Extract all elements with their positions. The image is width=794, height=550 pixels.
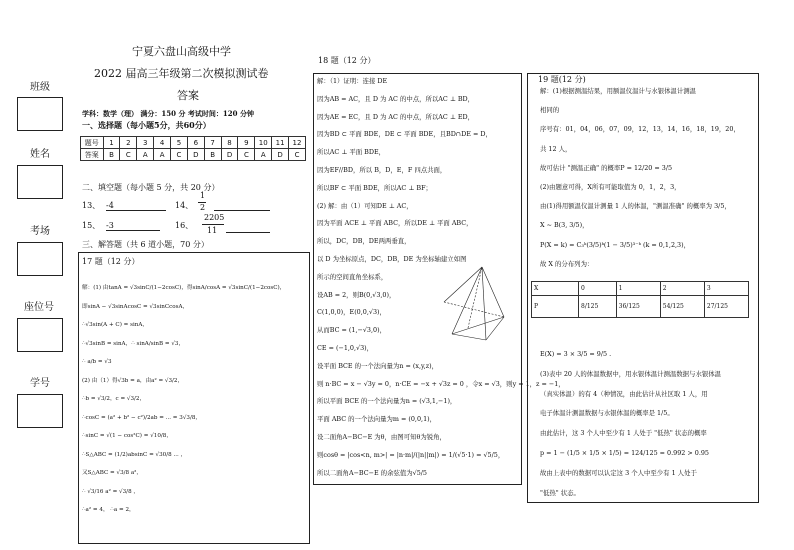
solution-line: ∴ √3/16 a² = √3/8 ， — [82, 488, 140, 495]
solution-line: 以 D 为坐标原点，DC，DB，DE 为坐标轴建立如图 — [317, 255, 467, 263]
solution-line: 因为EF//BD，所以 B，D，E，F 四点共面， — [317, 166, 447, 174]
answer-cell: A — [154, 149, 171, 161]
answer-cell: D — [221, 149, 238, 161]
room-box[interactable] — [17, 242, 63, 276]
solution-line: 又S△ABC = √3/8 a²， — [82, 470, 143, 476]
solution-line: (2) 由（1）得√3b = a，由a² = √3/2， — [82, 377, 184, 384]
answer-cell: D — [272, 149, 289, 161]
answer-cell: D — [187, 149, 204, 161]
part1-title: 一、选择题（每小题5分，共60分） — [82, 120, 211, 130]
solution-line: E(X) = 3 × 3/5 = 9/5 . — [540, 350, 612, 358]
solution-line: 解：(1)根据测温结果，用额温仪温计与水银体温计测温 — [540, 87, 697, 95]
solution-line: 相同的 — [540, 106, 560, 115]
answer-table-number-row — [81, 137, 306, 149]
solution-line: 解：(1) 由tanA = √3sinC/(1−2cosC)，得sinA/cosA = √3sinC/(1−2cosC)， — [82, 285, 286, 291]
solution-line: 所以AC ⊥ 平面 BDE， — [317, 148, 386, 157]
school-name: 宁夏六盘山高级中学 — [132, 45, 231, 58]
dist-prob-cell: 54/125 — [660, 296, 704, 318]
sidebar-label-class: 班级 — [30, 82, 50, 93]
answer-cell: C — [171, 149, 188, 161]
figure-edge — [452, 267, 482, 334]
solution-line: 所以平面 BCE 的一个法向量为n = (√3,1,−1)， — [317, 397, 457, 406]
answer-cell: C — [120, 149, 137, 161]
question-number: 6 — [187, 137, 204, 149]
part2-title: 二、填空题（每小题 5 分，共 20 分） — [82, 183, 220, 192]
question-number: 2 — [120, 137, 137, 149]
seat-box[interactable] — [17, 318, 63, 352]
name-box[interactable] — [17, 165, 63, 199]
solution-line: (3)表中 20 人的体温数据中，用水银体温计测温数据与水银体温 — [540, 369, 722, 378]
sidebar-label-room: 考场 — [30, 226, 50, 237]
q17-title: 17 题（12 分） — [82, 257, 140, 266]
exam-meta: 学科：数学（理） 满分：150 分 考试时间：120 分钟 — [82, 109, 254, 118]
figure-edge — [486, 317, 504, 340]
question-number: 8 — [221, 137, 238, 149]
figure-edge — [482, 267, 486, 340]
q13-label: 13、 — [82, 201, 101, 210]
question-number: 12 — [289, 137, 306, 149]
solution-line: （真实体温）的有 4（种情况，由此估计从社区取 1 人，用 — [540, 389, 708, 398]
dist-prob-cell: 8/125 — [579, 296, 617, 318]
solution-line: p = 1 − (1/5 × 1/5 × 1/5) = 124/125 = 0.992 > 0.95 — [540, 449, 709, 457]
answer-cell: A — [137, 149, 154, 161]
solution-line: ∴S△ABC = (1/2)absinC = √30/8 ... ， — [82, 451, 187, 458]
solution-line: P(X = k) = C₃ᵏ(3/5)ᵏ(1 − 3/5)³⁻ᵏ (k = 0,1,2,3)， — [540, 240, 691, 249]
q13-answer: -4 — [106, 202, 166, 211]
answer-cell: B — [204, 149, 221, 161]
answer-cell: A — [255, 149, 272, 161]
q16-denominator: 11 — [207, 226, 218, 235]
solution-line: 则cosθ = |cos<n, m>| = |n·m|/(|n||m|) = 1/(√5·1) = √5/5， — [317, 450, 505, 459]
solution-line: 由(1)得用额温仪温计测量 1 人的体温，"测温准确" 的概率为 3/5， — [540, 202, 731, 211]
solution-line: ∴√3sin(A + C) = sinA， — [82, 322, 149, 328]
solution-line: 故 X 的分布列为： — [540, 259, 594, 268]
solution-line: 设平面 BCE 的一个法向量为n = (x,y,z)， — [317, 361, 439, 370]
answer-header: 答案 — [81, 149, 104, 161]
sidebar-label-name: 姓名 — [30, 149, 50, 160]
solution-line: 所示的空间直角坐标系， — [317, 272, 388, 281]
distribution-header-row — [532, 282, 749, 296]
question-number: 5 — [171, 137, 188, 149]
q15-answer: -3 — [106, 222, 160, 231]
solution-line: 所以，DC，DB，DE两两垂直， — [317, 237, 411, 246]
solution-line: 故可估计 "测温正确" 的概率P = 12/20 = 3/5 — [540, 163, 673, 172]
sidebar-label-student-id: 学号 — [30, 378, 50, 389]
solution-line: (2)由题意可得，X所有可能取值为 0，1，2，3， — [540, 183, 681, 191]
question-number: 7 — [204, 137, 221, 149]
answer-title: 答案 — [177, 89, 199, 102]
solution-line: 设二面角A−BC−E 为θ，由图可知θ为锐角， — [317, 433, 446, 441]
answer-cell: B — [103, 149, 120, 161]
answer-cell: C — [238, 149, 255, 161]
solution-line: 因为BD ⊂ 平面 BDE，DE ⊂ 平面 BDE，且BD∩DE = D， — [317, 130, 492, 139]
dist-header-cell: 3 — [704, 282, 748, 296]
dist-header-cell: 0 — [579, 282, 617, 296]
question-number: 4 — [154, 137, 171, 149]
solution-line: (2) 解：由（1）可知DE ⊥ AC， — [317, 201, 413, 210]
solution-line: "低热" 状态。 — [540, 488, 580, 497]
solution-line: 共 12 人， — [540, 144, 572, 153]
distribution-table — [531, 281, 749, 318]
student-id-box[interactable] — [17, 394, 63, 428]
figure-edge — [452, 334, 486, 340]
figure-edge — [444, 302, 504, 317]
figure-edge — [452, 317, 504, 334]
solution-line: 所以BF ⊂ 平面 BDE，所以AC ⊥ BF； — [317, 183, 432, 192]
solution-line: 序号有：01，04，06，07，09，12，13，14，16，18，19，20， — [540, 125, 740, 134]
question-number: 3 — [137, 137, 154, 149]
solution-line: 从而BC = (1,−√3,0)， — [317, 326, 386, 335]
dist-prob-cell: 36/125 — [616, 296, 660, 318]
dist-header-cell: X — [532, 282, 579, 296]
dist-prob-cell: 27/125 — [704, 296, 748, 318]
solution-line: 电子体温计测温数据与水银体温的概率是 1/5。 — [540, 409, 674, 418]
solution-line: 因为平面 ACE ⊥ 平面 ABC，所以DE ⊥ 平面 ABC， — [317, 219, 473, 228]
q16-label: 16、 — [175, 221, 194, 230]
q16-fraction-bar — [202, 224, 224, 225]
answer-table — [80, 136, 306, 161]
solution-line: 所以二面角A−BC−E 的余弦值为√5/5 — [317, 468, 427, 477]
solution-line: ∴b = √3/2，c = √3/2， — [82, 396, 146, 402]
dist-header-cell: 2 — [660, 282, 704, 296]
figure-edge — [468, 267, 482, 328]
q14-numerator: 1 — [200, 191, 206, 200]
q16-numerator: 2205 — [204, 213, 225, 222]
class-box[interactable] — [17, 97, 63, 131]
q16-underline — [226, 232, 270, 233]
question-number: 10 — [255, 137, 272, 149]
q18-title: 18 题（12 分） — [318, 56, 376, 65]
tetrahedron-figure — [440, 262, 516, 348]
solution-line: 故由上表中的数据可以认定这 3 个人中至少有 1 人处于 — [540, 468, 697, 477]
q15-label: 15、 — [82, 221, 101, 230]
question-number: 11 — [272, 137, 289, 149]
dist-prob-cell: P — [532, 296, 579, 318]
solution-line: 由此估计，这 3 个人中至少有 1 人处于 "低热" 状态的概率 — [540, 429, 707, 438]
solution-line: CE = (−1,0,√3)， — [317, 344, 374, 352]
q14-underline — [214, 210, 270, 211]
distribution-prob-row — [532, 296, 749, 318]
q19-title: 19 题(12 分) — [538, 75, 586, 84]
answer-table-answer-row — [81, 149, 306, 161]
solution-line: ∴ a/b = √3 — [82, 359, 112, 365]
part3-title: 三、解答题（共 6 道小题，70 分） — [82, 240, 209, 249]
solution-line: 则 n·BC = x − √3y = 0，n·CE = −x + √3z = 0 ，令x = √3，则y = 1，z = −1， — [317, 379, 565, 388]
figure-edge — [444, 267, 482, 302]
dist-header-cell: 1 — [616, 282, 660, 296]
solution-line: 解：（1）证明：连接 DE — [317, 77, 388, 85]
solution-line: C(1,0,0)，E(0,0,√3)， — [317, 308, 386, 317]
question-number-header: 题号 — [81, 137, 104, 149]
sidebar-label-seat: 座位号 — [24, 302, 54, 313]
solution-line: ∴cosC = (a² + b² − c²)/2ab = ... = 3√3/8， — [82, 414, 201, 421]
solution-line: 因为AB = AC，且 D 为 AC 的中点，所以AC ⊥ BD， — [317, 94, 475, 103]
question-number: 9 — [238, 137, 255, 149]
solution-line: ∴√3sinB = sinA，∴ sinA/sinB = √3， — [82, 340, 185, 347]
q14-label: 14、 — [175, 201, 194, 210]
q14-denominator: 2 — [200, 203, 206, 212]
solution-line: ∴sinC = √(1 − cos²C) = √10/8， — [82, 433, 172, 439]
solution-line: 因为AE = EC，且 D 为 AC 的中点，所以AC ⊥ ED， — [317, 112, 475, 121]
answer-cell: C — [289, 149, 306, 161]
solution-line: ∴a² = 4， ∴a = 2， — [82, 507, 135, 513]
figure-edge — [482, 267, 504, 317]
solution-line: 即sinA − √3sinAcosC = √3sinCcosA， — [82, 303, 189, 310]
solution-line: X ~ B(3, 3/5)， — [540, 221, 589, 230]
question-number: 1 — [103, 137, 120, 149]
solution-line: 平面 ABC 的一个法向量为m = (0,0,1)， — [317, 415, 437, 424]
exam-title: 2022 届高三年级第二次模拟测试卷 — [94, 67, 269, 80]
solution-line: 设AB = 2，则B(0,√3,0)， — [317, 290, 396, 299]
